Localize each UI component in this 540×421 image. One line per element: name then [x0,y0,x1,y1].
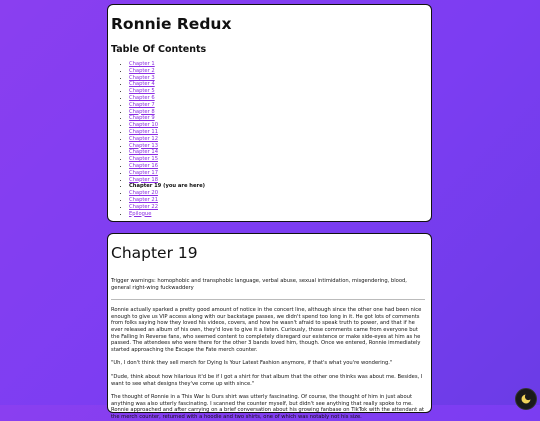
toc-item [129,122,431,129]
chapter-title: Chapter 19 [111,244,198,262]
toc-link[interactable]: Chapter 20 [129,190,158,197]
toc-item [129,170,431,177]
toc-item [129,143,431,150]
toc-item [129,95,431,102]
toc-link[interactable]: Chapter 11 [129,128,158,135]
chapter-paragraph: "Uh, I don't think they sell merch for Dying Is Your Latest Fashion anymore, if that's what you're wondering." [111,360,393,367]
toc-item [129,190,431,197]
divider [111,299,425,300]
chapter-paragraph: "Dude, think about how hilarious it'd be if I got a shirt for that album that the other one thinks was about me. Besides, I want to see what designs they've come up with since." [111,373,423,387]
toc-link[interactable]: Chapter 22 [129,203,158,210]
toc-item [129,163,431,170]
toc-link[interactable]: Chapter 16 [129,162,158,169]
chapter-card [107,233,432,420]
toc-item [129,136,431,143]
toc-link[interactable]: Chapter 5 [129,88,155,95]
toc-item [129,68,431,75]
toc-link[interactable]: Epilogue [129,210,152,217]
toc-link[interactable]: Chapter 14 [129,149,158,156]
toc-item [129,204,431,211]
toc-item [129,183,431,190]
site-title: Ronnie Redux [111,15,232,33]
toc-link[interactable]: Chapter 13 [129,142,158,149]
toc-link[interactable]: Chapter 7 [129,101,155,108]
toc-item [129,61,431,68]
toc-link[interactable]: Chapter 18 [129,176,158,183]
toc-link[interactable]: Chapter 2 [129,67,155,74]
toc-link[interactable]: Chapter 17 [129,169,158,176]
toc-heading: Table Of Contents [111,44,207,55]
trigger-warning: Trigger warnings: homophobic and transphobic language, verbal abuse, sexual intimidation, misgendering, blood, general right-wing fuckwaddery [111,278,407,291]
toc-item [129,149,431,156]
toc-item [129,75,431,82]
toc-item [129,81,431,88]
toc-item [129,156,431,163]
toc-current-chapter: Chapter 19 (you are here) [129,183,205,190]
toc-link[interactable]: Chapter 4 [129,81,155,88]
toc-link[interactable]: Chapter 15 [129,156,158,163]
toc-link[interactable]: Chapter 21 [129,196,158,203]
toc-list [111,61,431,217]
toc-card [107,4,432,222]
chapter-paragraph: Ronnie actually sparked a pretty good amount of notice in the concert line, although since the other one had been nice enough to give us VIP access along with our backstage passes, we didn't spend too long in it. He got lots of comments from folks saying how they loved his videos, covers, and how he wasn't afraid to speak truth to power, and that if he ever released an album of his own, they'd love to give it a listen. Curiously, those comments came from everyone but the Falling In Reverse fans, who seemed content to completely disregard our existence or make side-eyes at him as he passed. The attendees who were there for the other 3 bands loved him, though. Once we entered, Ronnie immediately started approaching the Escape the Fate merch counter. [111,307,422,353]
toc-item [129,211,431,218]
toc-link[interactable]: Chapter 1 [129,61,155,67]
toc-item [129,115,431,122]
toc-link[interactable]: Chapter 3 [129,74,155,81]
toc-item [129,88,431,95]
theme-toggle-button[interactable] [515,388,537,410]
chapter-paragraph: The thought of Ronnie in a This War Is Ours shirt was utterly fascinating. Of course, the thought of him in just about anything was also utterly fascinating. I scanned the counter myself, but didn't see anything that really spoke to me. Ronnie approached and after carrying on a brief conversation about his growing fanbase on TikTok with the attendant at the merch counter, returned with a hoodie and two shirts, one of which was notably not his size. [111,394,425,420]
toc-item [129,109,431,116]
toc-link[interactable]: Chapter 6 [129,94,155,101]
toc-item [129,102,431,109]
toc-item [129,197,431,204]
toc-item [129,129,431,136]
toc-link[interactable]: Chapter 8 [129,108,155,115]
toc-link[interactable]: Chapter 12 [129,135,158,142]
moon-icon [520,393,532,405]
toc-link[interactable]: Chapter 10 [129,122,158,129]
toc-link[interactable]: Chapter 9 [129,115,155,122]
toc-item [129,177,431,184]
